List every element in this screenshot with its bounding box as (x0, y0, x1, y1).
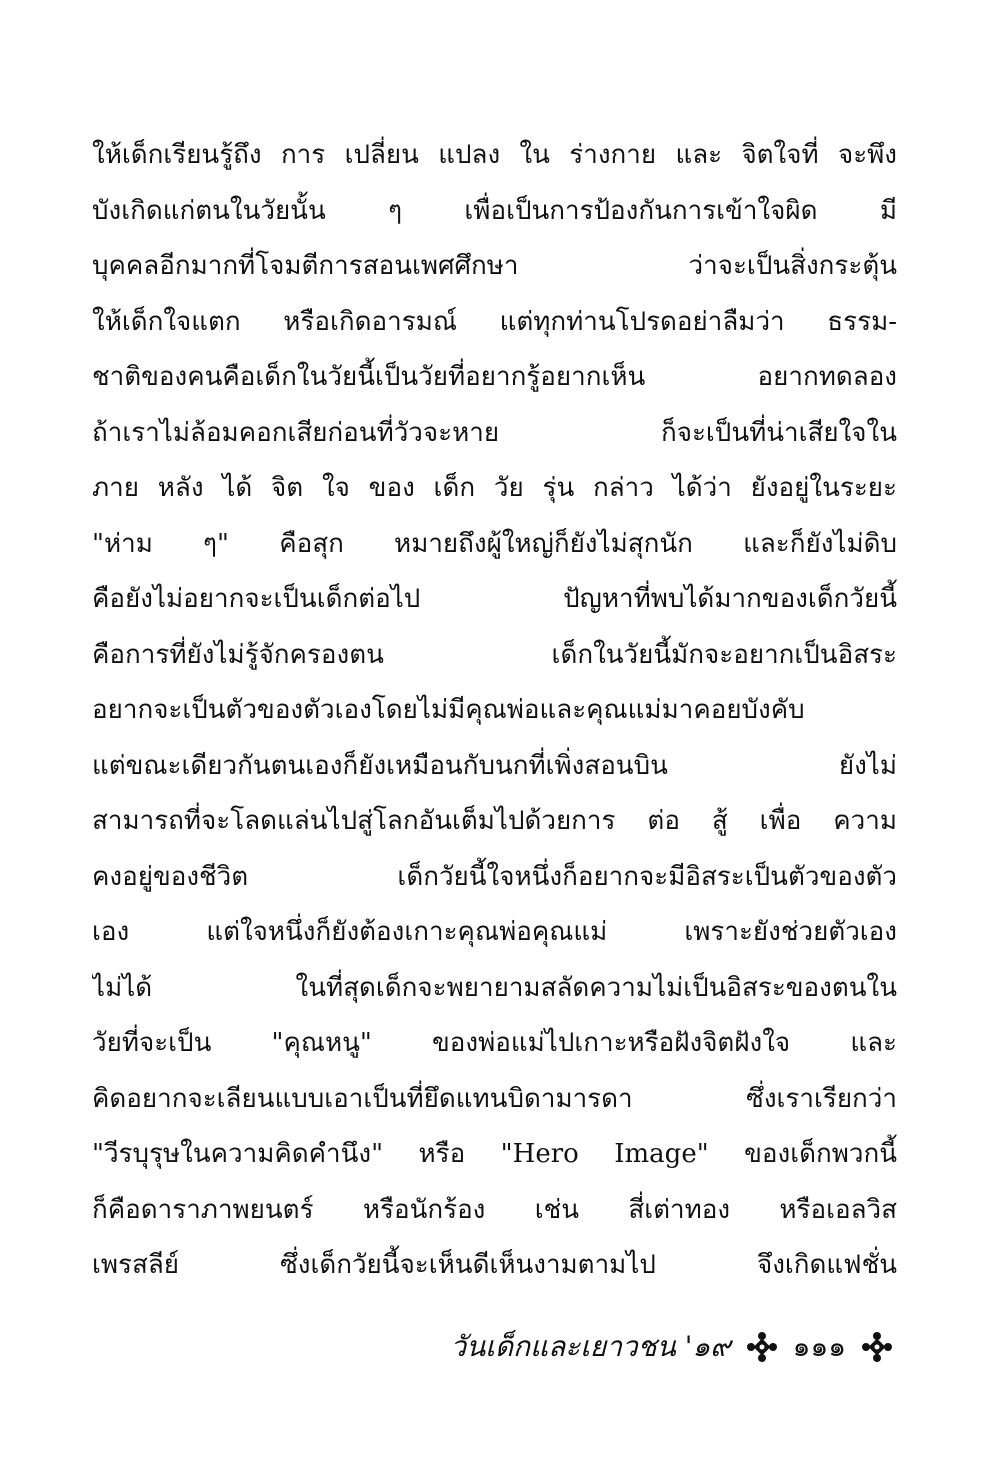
text-line: ชาติของคนคือเด็กในวัยนี้เป็นวัยที่อยากรู้อยากเห็น อยากทดลอง (92, 362, 897, 392)
text-line: ให้เด็กใจแตก หรือเกิดอารมณ์ แต่ทุกท่านโปรดอย่าลืมว่า ธรรม- (92, 306, 897, 337)
page-number: ๑๑๑ (792, 1330, 846, 1363)
ornament-icon (860, 1330, 894, 1364)
text-line: "ห่าม ๆ" คือสุก หมายถึงผู้ใหญ่ก็ยังไม่สุกนัก และก็ยังไม่ดิบ (92, 528, 897, 559)
text-line: ให้เด็กเรียนรู้ถึง การ เปลี่ยน แปลง ใน ร่างกาย และ จิตใจที่ จะพึง (92, 140, 897, 170)
text-line: คือยังไม่อยากจะเป็นเด็กต่อไป ปัญหาที่พบได้มากของเด็กวัยนี้ (92, 584, 897, 614)
text-line: คือการที่ยังไม่รู้จักครองตน เด็กในวัยนี้มักจะอยากเป็นอิสระ (92, 639, 897, 670)
ornament-icon (745, 1330, 779, 1364)
text-line: อยากจะเป็นตัวของตัวเองโดยไม่มีคุณพ่อและคุณแม่มาคอยบังคับ (92, 695, 805, 725)
text-line: ไม่ได้ ในที่สุดเด็กจะพยายามสลัดความไม่เป็นอิสระของตนใน (92, 972, 897, 1003)
text-line: สามารถที่จะโลดแล่นไปสู่โลกอันเต็มไปด้วยการ ต่อ สู้ เพื่อ ความ (92, 806, 897, 836)
body-text (92, 128, 897, 1294)
text-line: เอง แต่ใจหนึ่งก็ยังต้องเกาะคุณพ่อคุณแม่ เพราะยังช่วยตัวเอง (92, 917, 897, 947)
text-line: วัยที่จะเป็น "คุณหนู" ของพ่อแม่ไปเกาะหรือฝังจิตฝังใจ และ (92, 1028, 897, 1058)
text-line: ก็คือดาราภาพยนตร์ หรือนักร้อง เช่น สี่เต่าทอง หรือเอลวิส (92, 1194, 897, 1225)
text-line: บังเกิดแก่ตนในวัยนั้น ๆ เพื่อเป็นการป้องกันการเข้าใจผิด มี (92, 195, 897, 226)
text-line: ภาย หลัง ได้ จิต ใจ ของ เด็ก วัย รุ่น กล่าว ได้ว่า ยังอยู่ในระยะ (92, 473, 897, 503)
text-line: "วีรบุรุษในความคิดคำนึง" หรือ "Hero Image" ของเด็กพวกนี้ (92, 1139, 897, 1169)
text-line: แต่ขณะเดียวกันตนเองก็ยังเหมือนกับนกที่เพิ่งสอนบิน ยังไม่ (92, 750, 897, 781)
footer-title: วันเด็กและเยาวชน '๑๙ (450, 1330, 731, 1363)
text-line: บุคคลอีกมากที่โจมตีการสอนเพศศึกษา ว่าจะเป็นสิ่งกระตุ้น (92, 251, 897, 281)
text-line: คงอยู่ของชีวิต เด็กวัยนี้ใจหนึ่งก็อยากจะมีอิสระเป็นตัวของตัว (92, 861, 897, 892)
page-footer (450, 1322, 894, 1372)
text-line: ถ้าเราไม่ล้อมคอกเสียก่อนที่วัวจะหาย ก็จะเป็นที่น่าเสียใจใน (92, 417, 897, 448)
text-line: เพรสลีย์ ซึ่งเด็กวัยนี้จะเห็นดีเห็นงามตามไป จึงเกิดแฟชั่น (92, 1250, 897, 1280)
text-line: คิดอยากจะเลียนแบบเอาเป็นที่ยึดแทนบิดามารดา ซึ่งเราเรียกว่า (92, 1083, 897, 1114)
